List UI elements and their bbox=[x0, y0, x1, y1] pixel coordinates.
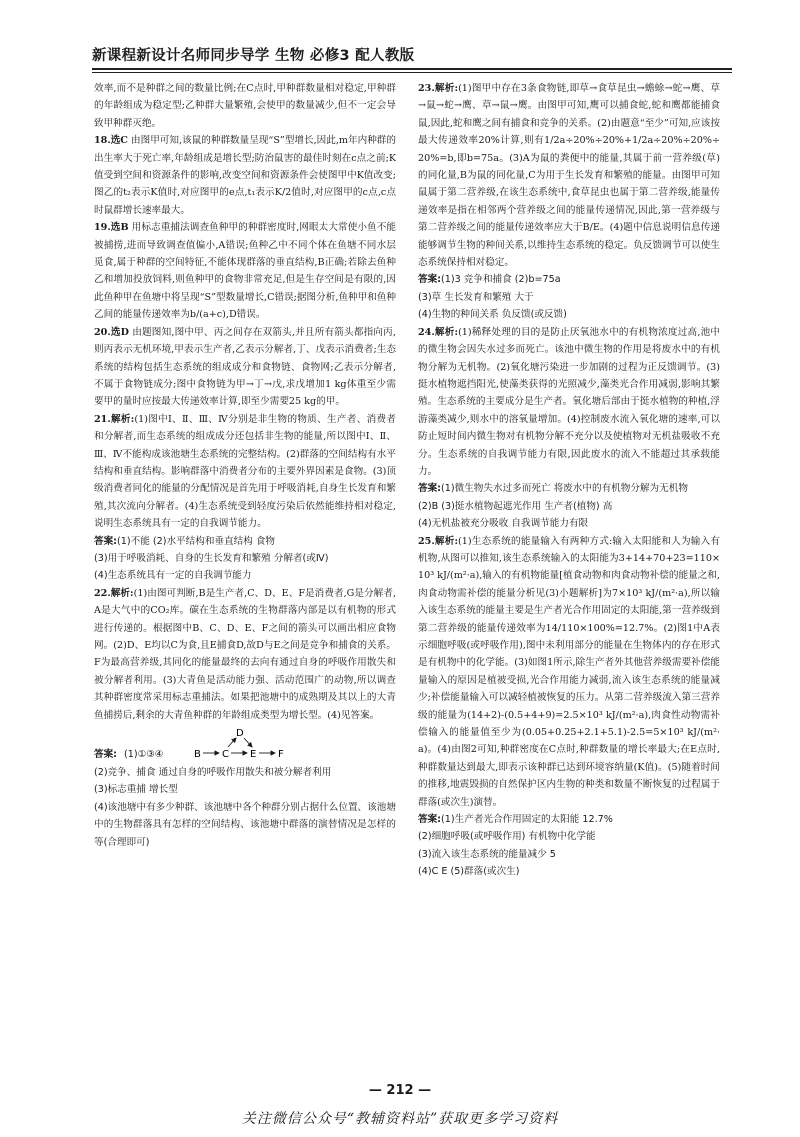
q20-number: 20. bbox=[94, 326, 111, 338]
q19-explanation: 用标志重捕法调查鱼种甲的种群密度时,网眼太大常使小鱼不能被捕捞,进而导致调查值偏小,A错误;鱼种乙中不同个体在鱼塘不同水层觅食,属于种群的空间特征,不能体现群落的垂直结构,B正确;若除去鱼种乙和增加投放饲料,则鱼种甲的食物非常充足,但是生存空间是有限的,因此鱼种甲在鱼塘中将呈现“S”型数量增长,C错误;据图分析,鱼种甲和鱼种乙间的能量传递效率为b/(a+c),D错误。 bbox=[94, 222, 396, 321]
food-web-diagram bbox=[190, 726, 286, 764]
right-column bbox=[418, 80, 720, 1070]
q25-answer-label: 答案: bbox=[418, 814, 442, 826]
q22-answer-2: (2)竞争、捕食 通过自身的呼吸作用散失和被分解者利用 bbox=[94, 767, 332, 779]
q22-answer-3: (3)标志重捕 增长型 bbox=[94, 784, 178, 796]
q24-answer-1: (1)微生物失水过多而死亡 将废水中的有机物分解为无机物 bbox=[441, 483, 688, 495]
arrow-c-d bbox=[228, 738, 236, 747]
q20-explanation: 由题图知,图中甲、丙之间存在双箭头,并且所有箭头都指向丙,则丙表示无机环境,甲表示生产者,乙表示分解者,丁、戊表示消费者;生态系统的结构包括生态系统的组成成分和食物链、食物网;乙表示分解者,不属于食物链成分;图中食物链为甲→丁→戊,求戊增加1 kg体重至少需要甲的量时应按最大传递效率计算,即至少需要25 kg的甲。 bbox=[94, 326, 396, 408]
q23-analysis: (1)图甲中存在3条食物链,即草→食草昆虫→蟾蜍→蛇→鹰、草→鼠→蛇→鹰、草→鼠→鹰。由图甲可知,鹰可以捕食蛇,蛇和鹰都能捕食鼠,因此,蛇和鹰之间有捕食和竞争的关系。(2)由题意“至少”可知,应该按最大传递效率20%计算,则有1/2a÷20%÷20%+1/2a÷20%÷20%÷20%=b,即b=75a。(3)A为鼠的粪便中的能量,其属于前一营养级(草)的同化量,B为鼠的同化量,C为用于生长发育和繁殖的能量。由图甲可知鼠属于第二营养级,在该生态系统中,食草昆虫也属于第二营养级,能量传递效率是指在相邻两个营养级之间的能量传递情况,因此,第一营养级与第二营养级之间的能量传递效率应大于B/E。(4)题中信息说明信息传递能够调节生物的种间关系,以维持生态系统的稳定。负反馈调节可以使生态系统保持相对稳定。 bbox=[418, 83, 720, 269]
q23-item bbox=[418, 80, 720, 271]
q25-analysis: (1)生态系统的能量输入有两种方式:输入太阳能和人为输入有机物,从图可以推知,该生态系统输入的太阳能为3+14+70+23=110×10³ kJ/(m²·a),输入的有机物能量[植食动物和肉食动物补偿的能量之和,肉食动物需补偿的能量分析见(3)小题解析]为7×10³ kJ/(m²·a),所以输入该生态系统的能量主要是生产者光合作用固定的太阳能,第一营养级到第二营养级的能量传递效率为14/110×100%=12.7%。(2)图1中A表示细胞呼吸(或呼吸作用),图中未利用部分的能量在生物体内的存在形式是有机物中的化学能。(3)如图1所示,除生产者外其他营养级需要补偿能量输入的原因是植被受损,光合作用能力减弱,流入该生态系统的能量减少;补偿能量输入可以减轻植被恢复的压力。从第二营养级流入第三营养级的能量为(14+2)-(0.5+4+9)=2.5×10³ kJ/(m²·a),肉食性动物需补偿输入的能量值至少为(0.05+0.25+2.1+5.1)-2.5=5×10³ kJ/(m²·a)。(4)由图2可知,种群密度在C点时,种群数量的增长率最大;在E点时,种群数量达到最大,即表示该种群已达到环境容纳量(K值)。(5)随着时间的推移,地震毁损的自然保护区内生物的种类和数量不断恢复的过程属于群落(或次生)演替。 bbox=[418, 535, 720, 808]
q21-answer-3: (4)生态系统具有一定的自我调节能力 bbox=[94, 570, 252, 582]
q23-answer-3: (4)生物的种间关系 负反馈(或反馈) bbox=[418, 309, 567, 321]
q25-answer-line-1 bbox=[418, 811, 720, 828]
q21-answer-label: 答案: bbox=[94, 535, 118, 547]
q21-analysis: (1)图中Ⅰ、Ⅱ、Ⅲ、Ⅳ分别是非生物的物质、生产者、消费者和分解者,而生态系统的组成成分还包括非生物的能量,所以图中Ⅰ、Ⅱ、Ⅲ、Ⅳ不能构成该池塘生态系统的完整结构。(2)群落的空间结构有水平结构和垂直结构。影响群落中消费者分布的主要外界因素是食物。(3)顶级消费者同化的能量的分配情况是首先用于呼吸消耗,自身生长发育和繁殖,其次流向分解者。(4)生态系统受到轻度污染后依然能维持相对稳定,说明生态系统具有一定的自我调节能力。 bbox=[94, 413, 396, 530]
q21-analysis-label: 解析: bbox=[110, 413, 135, 425]
node-c: C bbox=[222, 749, 229, 761]
q19-number: 19. bbox=[94, 222, 111, 234]
q22-answer-1: (1)①③④ bbox=[124, 749, 164, 761]
q21-answer-2: (3)用于呼吸消耗、自身的生长发育和繁殖 分解者(或Ⅳ) bbox=[94, 552, 329, 564]
q21-answer-line-1 bbox=[94, 533, 396, 550]
q22-answer-label: 答案: bbox=[94, 749, 118, 761]
q22-analysis-label: 解析: bbox=[110, 587, 134, 599]
q22-number: 22. bbox=[94, 587, 111, 599]
q22-item bbox=[94, 585, 396, 724]
header-rule-thin bbox=[92, 72, 732, 73]
q19-item bbox=[94, 219, 396, 323]
q24-answer-label: 答案: bbox=[418, 483, 442, 495]
header-rule bbox=[92, 68, 732, 70]
q22-answer-4: (4)该池塘中有多少种群、该池塘中各个种群分别占据什么位置、该池塘中的生物群落具有怎样的空间结构、该池塘中群落的演替情况是怎样的等(合理即可) bbox=[94, 801, 396, 848]
node-e: E bbox=[250, 749, 257, 761]
q22-analysis: (1)由图可判断,B是生产者,C、D、E、F是消费者,G是分解者,A是大气中的CO₂库。碳在生态系统的生物群落内部是以有机物的形式进行传递的。根据图中B、C、D、E、F之间的箭头可以画出相应食物网。(2)D、E均以C为食,且E捕食D,故D与E之间是竞争和捕食的关系。F为最高营养级,其同化的能量最终的去向有通过自身的呼吸作用散失和被分解者利用。(3)大青鱼是活动能力强、活动范围广的动物,所以调查其种群密度常采用标志重捕法。如果把池塘中的成熟期及其以上的大青鱼捕捞后,剩余的大青鱼种群的年龄组成类型为增长型。(4)见答案。 bbox=[94, 587, 396, 721]
q25-answer-2: (2)细胞呼吸(或呼吸作用) 有机物中化学能 bbox=[418, 831, 596, 843]
q22-answer-row bbox=[94, 724, 396, 764]
q25-answer-3: (3)流入该生态系统的能量减少 5 bbox=[418, 848, 556, 860]
q25-answer-4: (4)C E (5)群落(或次生) bbox=[418, 866, 520, 878]
q18-number: 18. bbox=[94, 135, 111, 147]
q24-answer-line-1 bbox=[418, 480, 720, 497]
q25-number: 25. bbox=[418, 535, 435, 547]
q18-explanation: 由图甲可知,该鼠的种群数量呈现“S”型增长,因此,m年内种群的出生率大于死亡率,年龄组成是增长型;防治鼠害的最佳时刻在c点之前;K值受到空间和资源条件的影响,改变空间和资源条件会使图甲中K值改变;图乙的t₂表示K值时,对应图甲的e点,t₁表示K/2值时,对应图甲的c点,c点时鼠群增长速率最大。 bbox=[94, 135, 396, 216]
q21-item bbox=[94, 411, 396, 533]
left-column bbox=[94, 80, 396, 1070]
q24-analysis: (1)稀释处理的目的是防止厌氧池水中的有机物浓度过高,池中的微生物会因失水过多而死亡。该池中微生物的作用是将废水中的有机物分解为无机物。(2)氧化塘污染进一步加剧的过程为正反馈调节。(3)挺水植物遮挡阳光,使藻类获得的光照减少,藻类光合作用减弱,影响其繁殖。生态系统的主要成分是生产者。氧化塘后部由于挺水植物的种植,浮游藻类减少,则水中的溶氧量增加。(4)控制废水流入氧化塘的速率,可以防止短时间内微生物对有机物分解不充分以及使植物对无机盐吸收不充分。生态系统的自我调节能力有限,因此废水的流入不能超过其承载能力。 bbox=[418, 326, 720, 477]
node-b: B bbox=[194, 749, 201, 761]
q23-number: 23. bbox=[418, 83, 435, 94]
q23-answer-line-1 bbox=[418, 271, 720, 288]
node-f: F bbox=[278, 749, 284, 761]
q21-number: 21. bbox=[94, 413, 111, 425]
q25-analysis-label: 解析: bbox=[434, 535, 459, 547]
q23-analysis-label: 解析: bbox=[434, 83, 459, 94]
q25-answer-1: (1)生产者光合作用固定的太阳能 12.7% bbox=[441, 814, 613, 826]
q21-answer-1: (1)不能 (2)水平结构和垂直结构 食物 bbox=[117, 535, 276, 547]
arrow-d-e bbox=[244, 738, 252, 747]
footer-notice: 关注微信公众号“教辅资料站”获取更多学习资料 bbox=[241, 1111, 559, 1127]
q23-answer-2: (3)草 生长发育和繁殖 大于 bbox=[418, 291, 534, 303]
q17-continuation: 效率,而不是种群之间的数量比例;在C点时,甲种群数量相对稳定,甲种群的年龄组成为稳定型;乙种群大量繁殖,会使甲的数量减少,但不一定会导致甲种群灭绝。 bbox=[94, 83, 396, 129]
q24-item bbox=[418, 324, 720, 481]
q25-item bbox=[418, 533, 720, 812]
q23-answer-1: (1)3 竞争和捕食 (2)b=75a bbox=[441, 274, 561, 286]
q19-choice: 选B bbox=[110, 222, 129, 234]
page-number: — 212 — bbox=[368, 1083, 432, 1098]
q18-choice: 选C bbox=[110, 135, 128, 147]
node-d: D bbox=[236, 728, 244, 740]
q20-item bbox=[94, 324, 396, 411]
q24-number: 24. bbox=[418, 326, 435, 338]
q24-answer-3: (4)无机盐被充分吸收 自我调节能力有限 bbox=[418, 518, 589, 530]
q24-answer-2: (2)B (3)挺水植物起遮光作用 生产者(植物) 高 bbox=[418, 500, 613, 512]
q18-item bbox=[94, 132, 396, 219]
q24-analysis-label: 解析: bbox=[434, 326, 459, 338]
page-header-title: 新课程新设计名师同步导学 生物 必修3 配人教版 bbox=[92, 48, 415, 64]
q23-answer-label: 答案: bbox=[418, 274, 442, 286]
q20-choice: 选D bbox=[110, 326, 129, 338]
